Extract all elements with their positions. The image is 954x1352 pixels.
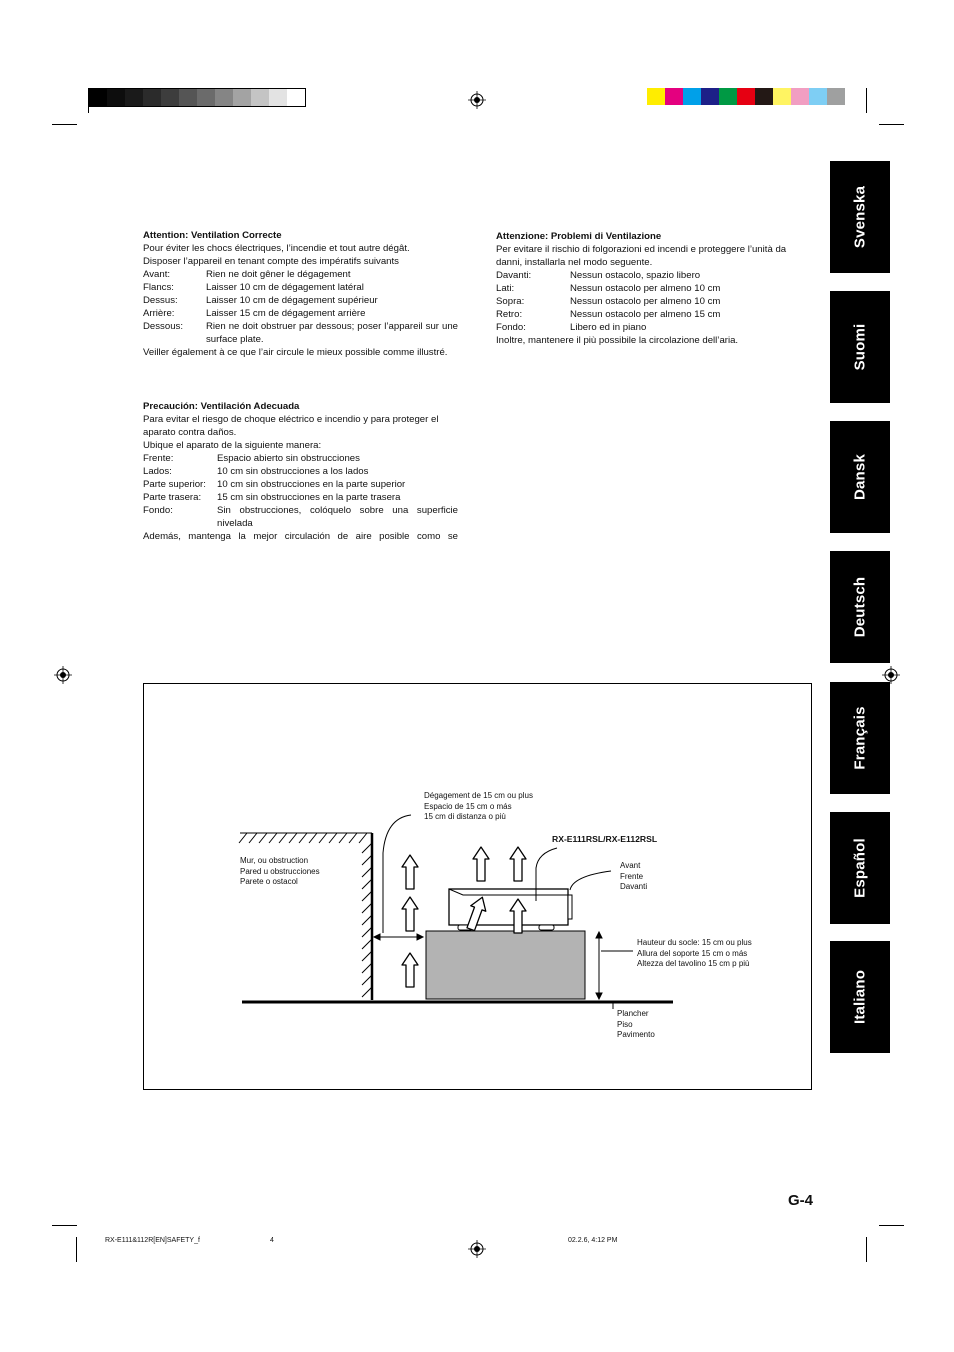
- color-swatch: [791, 88, 809, 105]
- italian-rule-row: Davanti: Nessun ostacolo, spazio libero: [496, 270, 701, 281]
- french-intro: Disposer l’appareil en tenant compte des impératifs suivants: [143, 256, 399, 267]
- italian-rule-row: Retro: Nessun ostacolo per almeno 15 cm: [496, 309, 721, 320]
- color-swatch: [143, 89, 161, 106]
- crop-mark: [52, 1225, 77, 1226]
- front-label: Avant Frente Davanti: [620, 861, 648, 891]
- stand-height-dimension: [596, 932, 633, 999]
- language-tab-svenska: Svenska: [830, 161, 890, 273]
- crop-mark: [879, 1225, 904, 1226]
- color-swatch: [215, 89, 233, 106]
- spanish-heading: Precaución: Ventilación Adecuada: [143, 401, 300, 412]
- registration-mark-icon: [468, 1240, 486, 1258]
- french-rule-row: Dessus: Laisser 10 cm de dégagement supérieur: [143, 295, 378, 306]
- footer-filename: RX-E111&112R[EN]SAFETY_f: [105, 1237, 200, 1244]
- floor-label: Plancher Piso Pavimento: [617, 1009, 655, 1039]
- spanish-intro: Para evitar el riesgo de choque eléctrico e incendio y para proteger el aparato contra daños.: [143, 414, 439, 438]
- spanish-rule-row: Lados: 10 cm sin obstrucciones a los lados: [143, 466, 369, 477]
- italian-rule-row: Lati: Nessun ostacolo per almeno 10 cm: [496, 283, 721, 294]
- spanish-rule-row: Parte superior: 10 cm sin obstrucciones en la parte superior: [143, 479, 406, 490]
- color-swatch: [683, 88, 701, 105]
- language-tab-italiano: Italiano: [830, 941, 890, 1053]
- italian-outro: Inoltre, mantenere il più possibile la circolazione dell’aria.: [496, 335, 739, 346]
- color-swatch: [827, 88, 845, 105]
- italian-rule-row: Sopra: Nessun ostacolo per almeno 10 cm: [496, 296, 721, 307]
- color-swatch: [161, 89, 179, 106]
- crop-mark: [88, 88, 89, 113]
- crop-mark: [76, 1237, 77, 1262]
- process-color-bar: [647, 88, 845, 105]
- color-swatch: [737, 88, 755, 105]
- color-swatch: [719, 88, 737, 105]
- stand-block: [426, 931, 585, 999]
- wall-clearance-dimension: [374, 934, 423, 940]
- airflow-arrow-icon: [402, 855, 418, 889]
- crop-mark: [866, 88, 867, 113]
- color-swatch: [179, 89, 197, 106]
- color-swatch: [647, 88, 665, 105]
- crop-mark: [866, 1237, 867, 1262]
- italian-ventilation-section: [496, 230, 814, 347]
- clearance-label: Dégagement de 15 cm ou plus Espacio de 15 cm o más 15 cm di distanza o più: [424, 791, 533, 821]
- language-tab-espanol: Español: [830, 812, 890, 924]
- color-swatch: [809, 88, 827, 105]
- wall-label: Mur, ou obstruction Pared u obstrucciones Parete o ostacol: [240, 856, 320, 886]
- spanish-rule-row: Fondo: Sin obstrucciones, colóquelo sobre una superficie nivelada: [143, 505, 458, 529]
- color-swatch: [89, 89, 107, 106]
- airflow-arrow-icon: [473, 847, 489, 881]
- crop-mark: [52, 124, 77, 125]
- airflow-arrow-icon: [510, 847, 526, 881]
- language-tab-dansk: Dansk: [830, 421, 890, 533]
- page-number: G-4: [788, 1192, 814, 1209]
- crop-mark: [879, 124, 904, 125]
- color-swatch: [251, 89, 269, 106]
- registration-mark-icon: [54, 666, 72, 684]
- color-swatch: [755, 88, 773, 105]
- color-swatch: [269, 89, 287, 106]
- language-tab-suomi: Suomi: [830, 291, 890, 403]
- color-swatch: [107, 89, 125, 106]
- front-leader-line: [570, 871, 611, 890]
- airflow-arrow-icon: [402, 897, 418, 931]
- stand-height-label: Hauteur du socle: 15 cm ou plus Allura del soporte 15 cm o más Altezza del tavolino 15 cm p più: [637, 938, 752, 968]
- color-swatch: [665, 88, 683, 105]
- french-rule-row: Flancs: Laisser 10 cm de dégagement latéral: [143, 282, 364, 293]
- spanish-outro: Además, mantenga la mejor circulación de aire posible como se: [143, 531, 458, 542]
- spanish-intro: Ubique el aparato de la siguiente manera:: [143, 440, 322, 451]
- italian-intro: Per evitare il rischio di folgorazioni ed incendi e proteggere l’unità da danni, installarla nel modo seguente.: [496, 244, 787, 268]
- color-swatch: [233, 89, 251, 106]
- french-ventilation-section: [143, 229, 458, 359]
- color-swatch: [773, 88, 791, 105]
- italian-rule-row: Fondo: Libero ed in piano: [496, 322, 647, 333]
- gray-color-bar: [88, 88, 306, 107]
- footer-page: 4: [270, 1237, 274, 1244]
- french-rule-row: Dessous: Rien ne doit obstruer par dessous; poser l’appareil sur une surface plate.: [143, 321, 458, 345]
- language-tab-francais: Français: [830, 682, 890, 794]
- color-swatch: [287, 89, 305, 106]
- airflow-arrow-icon: [402, 953, 418, 987]
- spanish-rule-row: Parte trasera: 15 cm sin obstrucciones en la parte trasera: [143, 492, 401, 503]
- french-heading: Attention: Ventilation Correcte: [143, 230, 282, 241]
- color-swatch: [701, 88, 719, 105]
- french-outro: Veiller également à ce que l’air circule le mieux possible comme illustré.: [143, 347, 448, 358]
- italian-heading: Attenzione: Problemi di Ventilazione: [496, 231, 662, 242]
- french-rule-row: Arrière: Laisser 15 cm de dégagement arrière: [143, 308, 366, 319]
- footer-date: 02.2.6, 4:12 PM: [568, 1237, 618, 1244]
- spanish-ventilation-section: [143, 400, 458, 543]
- french-rule-row: Avant: Rien ne doit gêner le dégagement: [143, 269, 351, 280]
- color-swatch: [125, 89, 143, 106]
- model-label: RX-E111RSL/RX-E112RSL: [552, 834, 658, 844]
- color-swatch: [197, 89, 215, 106]
- registration-mark-icon: [468, 91, 486, 109]
- french-intro: Pour éviter les chocs électriques, l’incendie et tout autre dégât.: [143, 243, 410, 254]
- language-tab-deutsch: Deutsch: [830, 551, 890, 663]
- spanish-rule-row: Frente: Espacio abierto sin obstrucciones: [143, 453, 360, 464]
